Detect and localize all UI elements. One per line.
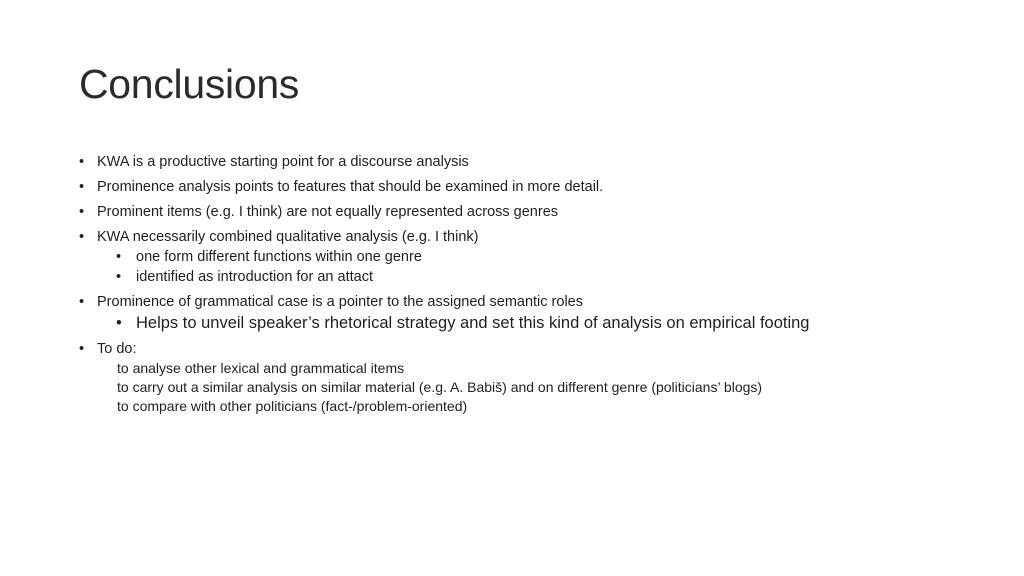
todo-line: to analyse other lexical and grammatical items [117,360,405,376]
bullet-item [79,152,979,172]
bullet-icon: • [79,294,85,310]
bullet-icon: • [79,229,85,245]
bullet-icon: • [116,249,122,265]
todo-list [97,359,979,416]
bullet-icon: • [79,179,85,195]
bullet-list [79,152,979,421]
bullet-icon: • [79,154,85,170]
bullet-item [79,202,979,222]
sub-bullet-item [97,312,979,334]
todo-line: to carry out a similar analysis on similar material (e.g. A. Babiš) and on different genre (politicians’ blogs) [117,379,763,395]
bullet-text: To do: [97,341,137,357]
bullet-icon: • [116,314,122,332]
bullet-text: Prominent items (e.g. I think) are not equally represented across genres [97,204,559,220]
sub-bullet-text: identified as introduction for an attact [136,269,373,285]
todo-line: to compare with other politicians (fact-/problem-oriented) [117,398,468,414]
slide-title: Conclusions [79,61,300,107]
sub-bullet-text: one form different functions within one genre [136,249,422,265]
bullet-item [79,339,979,416]
bullet-item [79,227,979,287]
bullet-text: Prominence of grammatical case is a pointer to the assigned semantic roles [97,294,583,310]
bullet-item [79,177,979,197]
sub-bullet-item [97,267,979,287]
bullet-item [79,292,979,334]
bullet-icon: • [79,341,85,357]
sub-bullet-item [97,247,979,267]
bullet-text: KWA is a productive starting point for a discourse analysis [97,154,469,170]
bullet-text: Prominence analysis points to features that should be examined in more detail. [97,179,604,195]
sub-bullet-text: Helps to unveil speaker’s rhetorical strategy and set this kind of analysis on empirical footing [136,314,810,332]
bullet-icon: • [116,269,122,285]
bullet-icon: • [79,204,85,220]
sub-bullet-list [97,247,979,287]
sub-bullet-list [97,312,979,334]
bullet-text: KWA necessarily combined qualitative analysis (e.g. I think) [97,229,479,245]
